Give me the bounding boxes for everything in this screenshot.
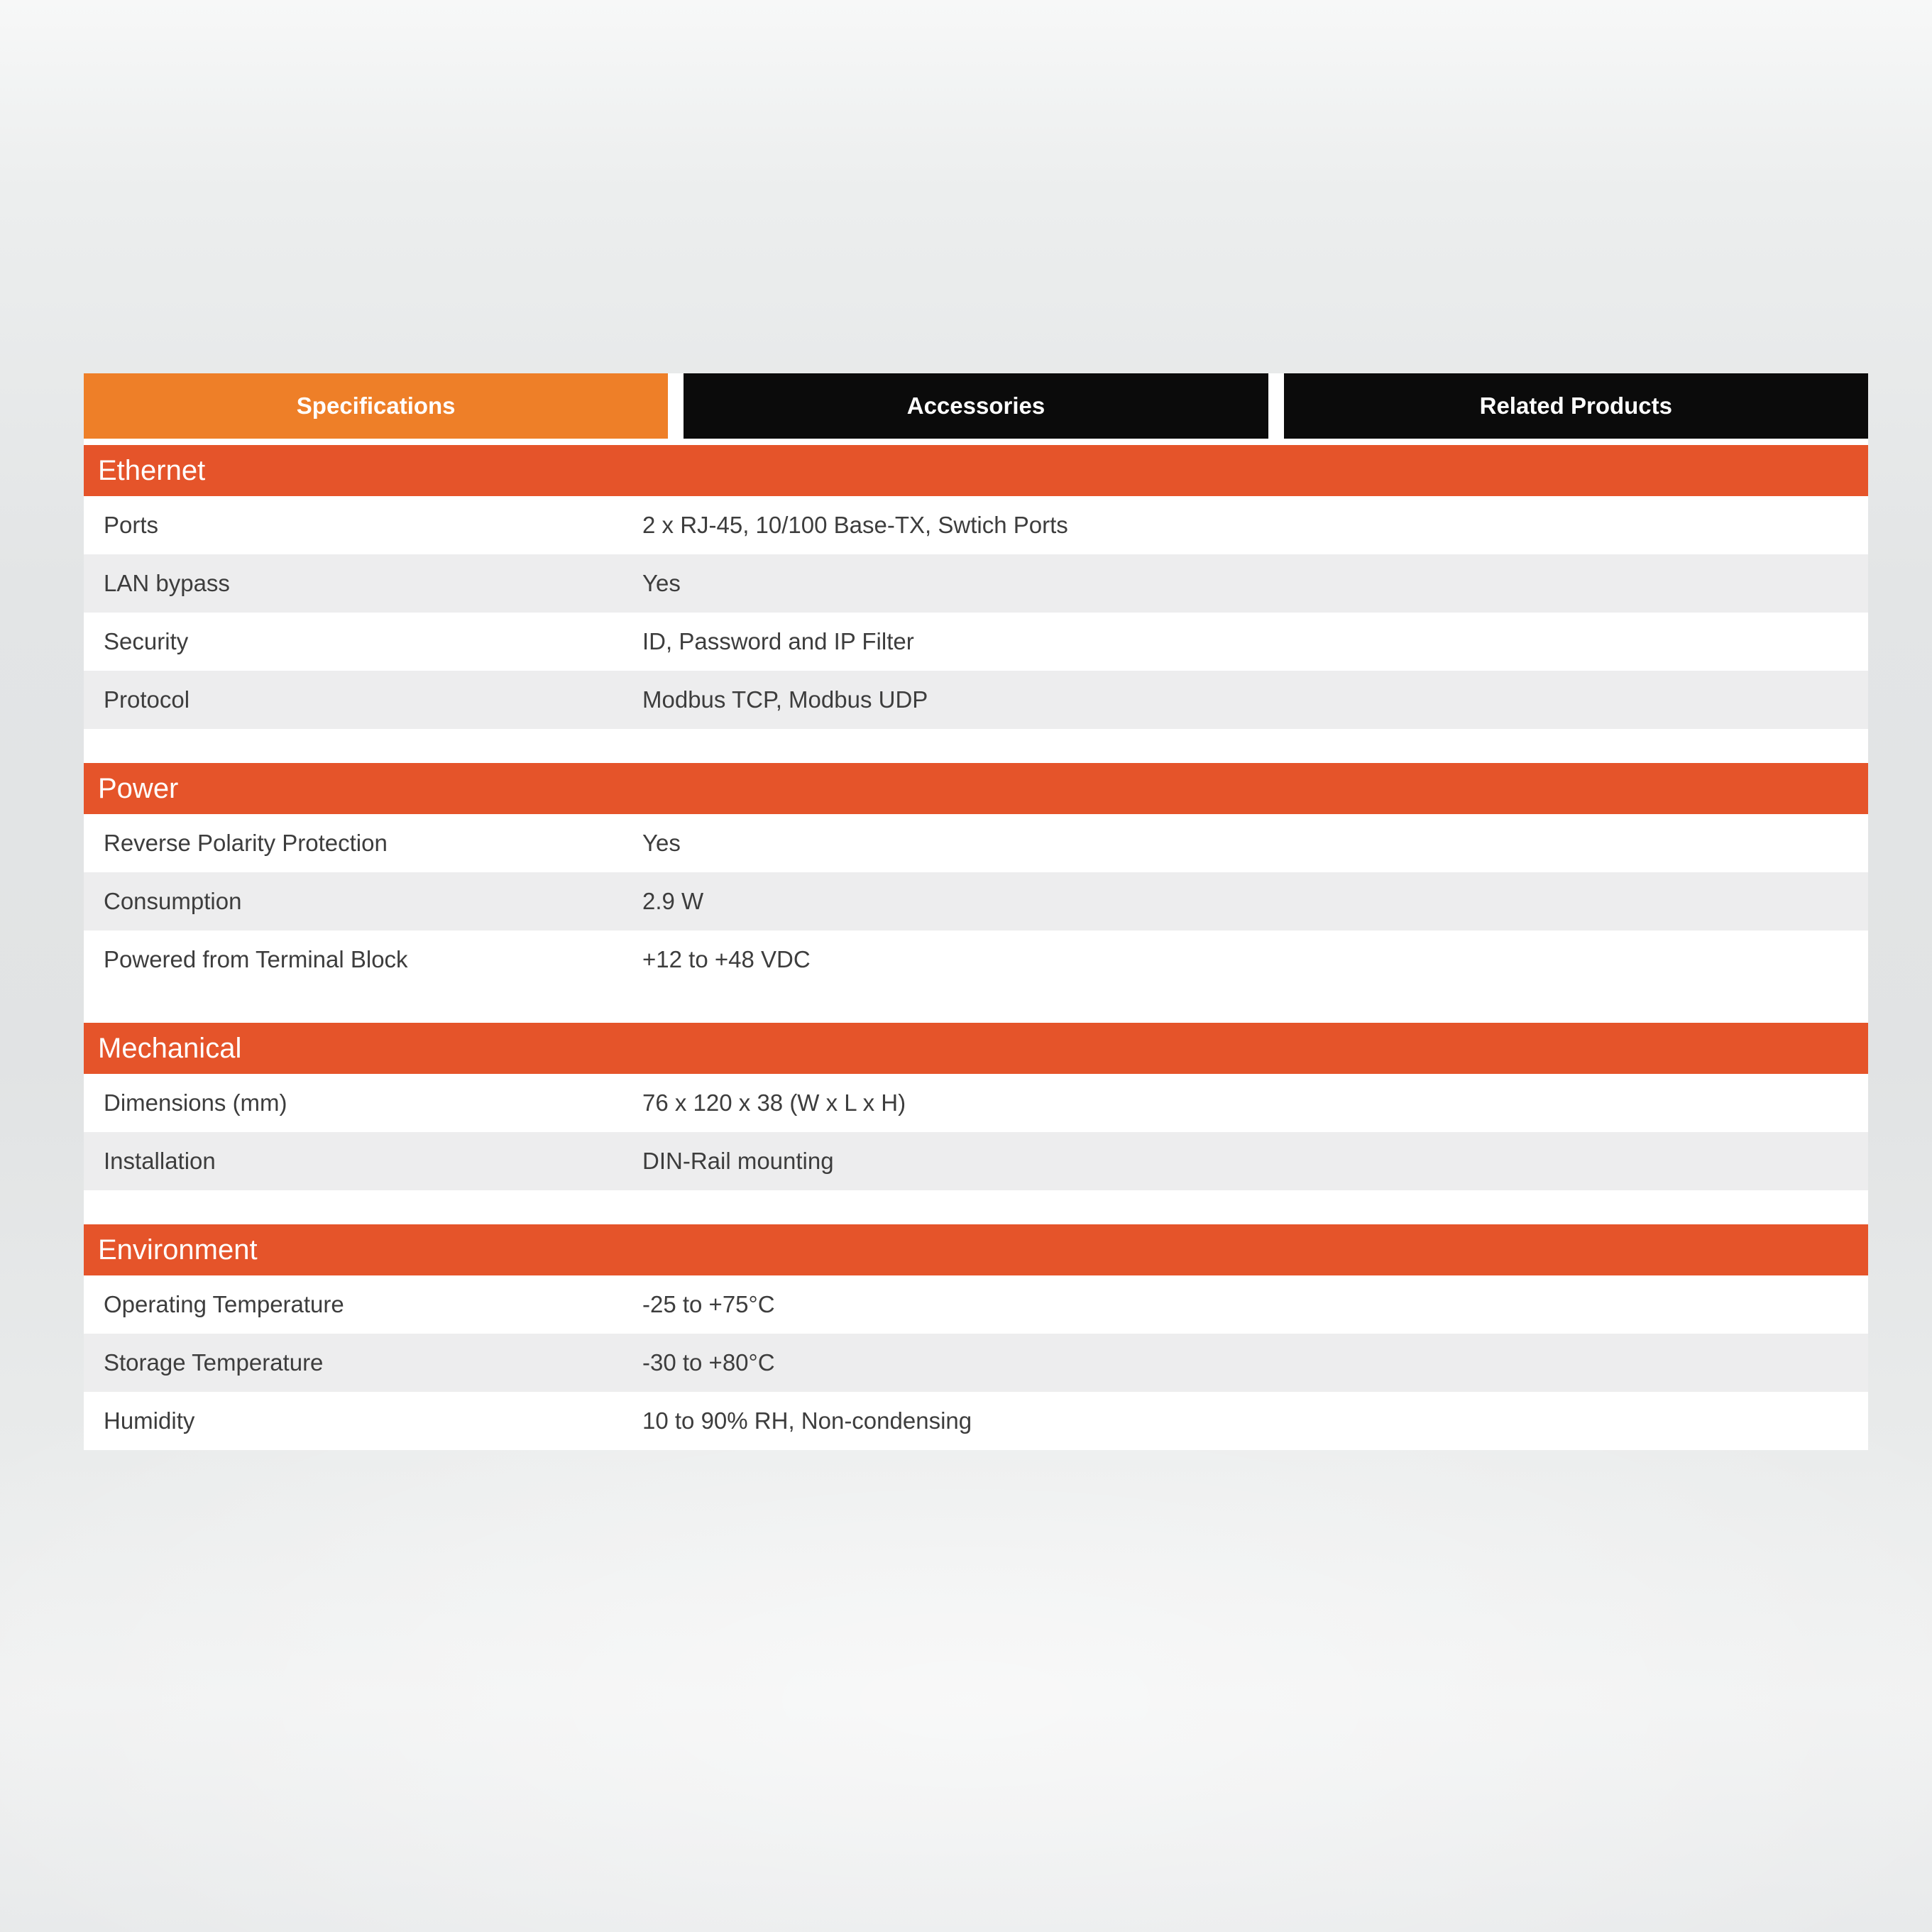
- row-value: +12 to +48 VDC: [642, 946, 811, 972]
- table-row: [84, 814, 1868, 872]
- table-row: [84, 613, 1868, 671]
- section-header-power: Power: [84, 763, 1868, 814]
- row-label: LAN bypass: [104, 570, 230, 596]
- table-row: [84, 1334, 1868, 1392]
- row-label: Powered from Terminal Block: [104, 946, 408, 972]
- row-label: Security: [104, 628, 189, 654]
- row-label: Consumption: [104, 888, 242, 914]
- tab-specifications[interactable]: Specifications: [84, 373, 668, 439]
- row-value: Yes: [642, 570, 681, 596]
- table-row: [84, 931, 1868, 989]
- spec-sections: [84, 445, 1868, 1450]
- row-label: Protocol: [104, 686, 190, 713]
- section-gap: [84, 989, 1868, 1023]
- section-gap: [84, 729, 1868, 763]
- row-label: Dimensions (mm): [104, 1090, 287, 1116]
- table-row: [84, 1275, 1868, 1334]
- row-value: -25 to +75°C: [642, 1291, 775, 1317]
- row-value: 2 x RJ-45, 10/100 Base-TX, Swtich Ports: [642, 512, 1068, 538]
- row-label: Ports: [104, 512, 159, 538]
- table-row: [84, 1132, 1868, 1190]
- row-value: 2.9 W: [642, 888, 704, 914]
- row-value: Modbus TCP, Modbus UDP: [642, 686, 928, 713]
- table-row: [84, 554, 1868, 613]
- table-row: [84, 671, 1868, 729]
- row-label: Storage Temperature: [104, 1349, 324, 1376]
- tab-accessories[interactable]: Accessories: [684, 373, 1268, 439]
- row-value: Yes: [642, 830, 681, 856]
- table-row: [84, 496, 1868, 554]
- row-label: Operating Temperature: [104, 1291, 344, 1317]
- section-gap: [84, 1190, 1868, 1224]
- tab-content-divider: [84, 439, 1868, 445]
- row-value: ID, Password and IP Filter: [642, 628, 914, 654]
- table-row: [84, 1074, 1868, 1132]
- row-value: DIN-Rail mounting: [642, 1148, 834, 1174]
- specifications-panel: [84, 373, 1868, 1450]
- row-label: Reverse Polarity Protection: [104, 830, 388, 856]
- section-header-mechanical: Mechanical: [84, 1023, 1868, 1074]
- row-value: 10 to 90% RH, Non-condensing: [642, 1407, 972, 1434]
- row-value: 76 x 120 x 38 (W x L x H): [642, 1090, 906, 1116]
- row-label: Humidity: [104, 1407, 195, 1434]
- table-row: [84, 872, 1868, 931]
- tab-related-products[interactable]: Related Products: [1284, 373, 1868, 439]
- row-value: -30 to +80°C: [642, 1349, 775, 1376]
- section-header-environment: Environment: [84, 1224, 1868, 1275]
- table-row: [84, 1392, 1868, 1450]
- tab-bar: [84, 373, 1868, 439]
- row-label: Installation: [104, 1148, 216, 1174]
- section-header-ethernet: Ethernet: [84, 445, 1868, 496]
